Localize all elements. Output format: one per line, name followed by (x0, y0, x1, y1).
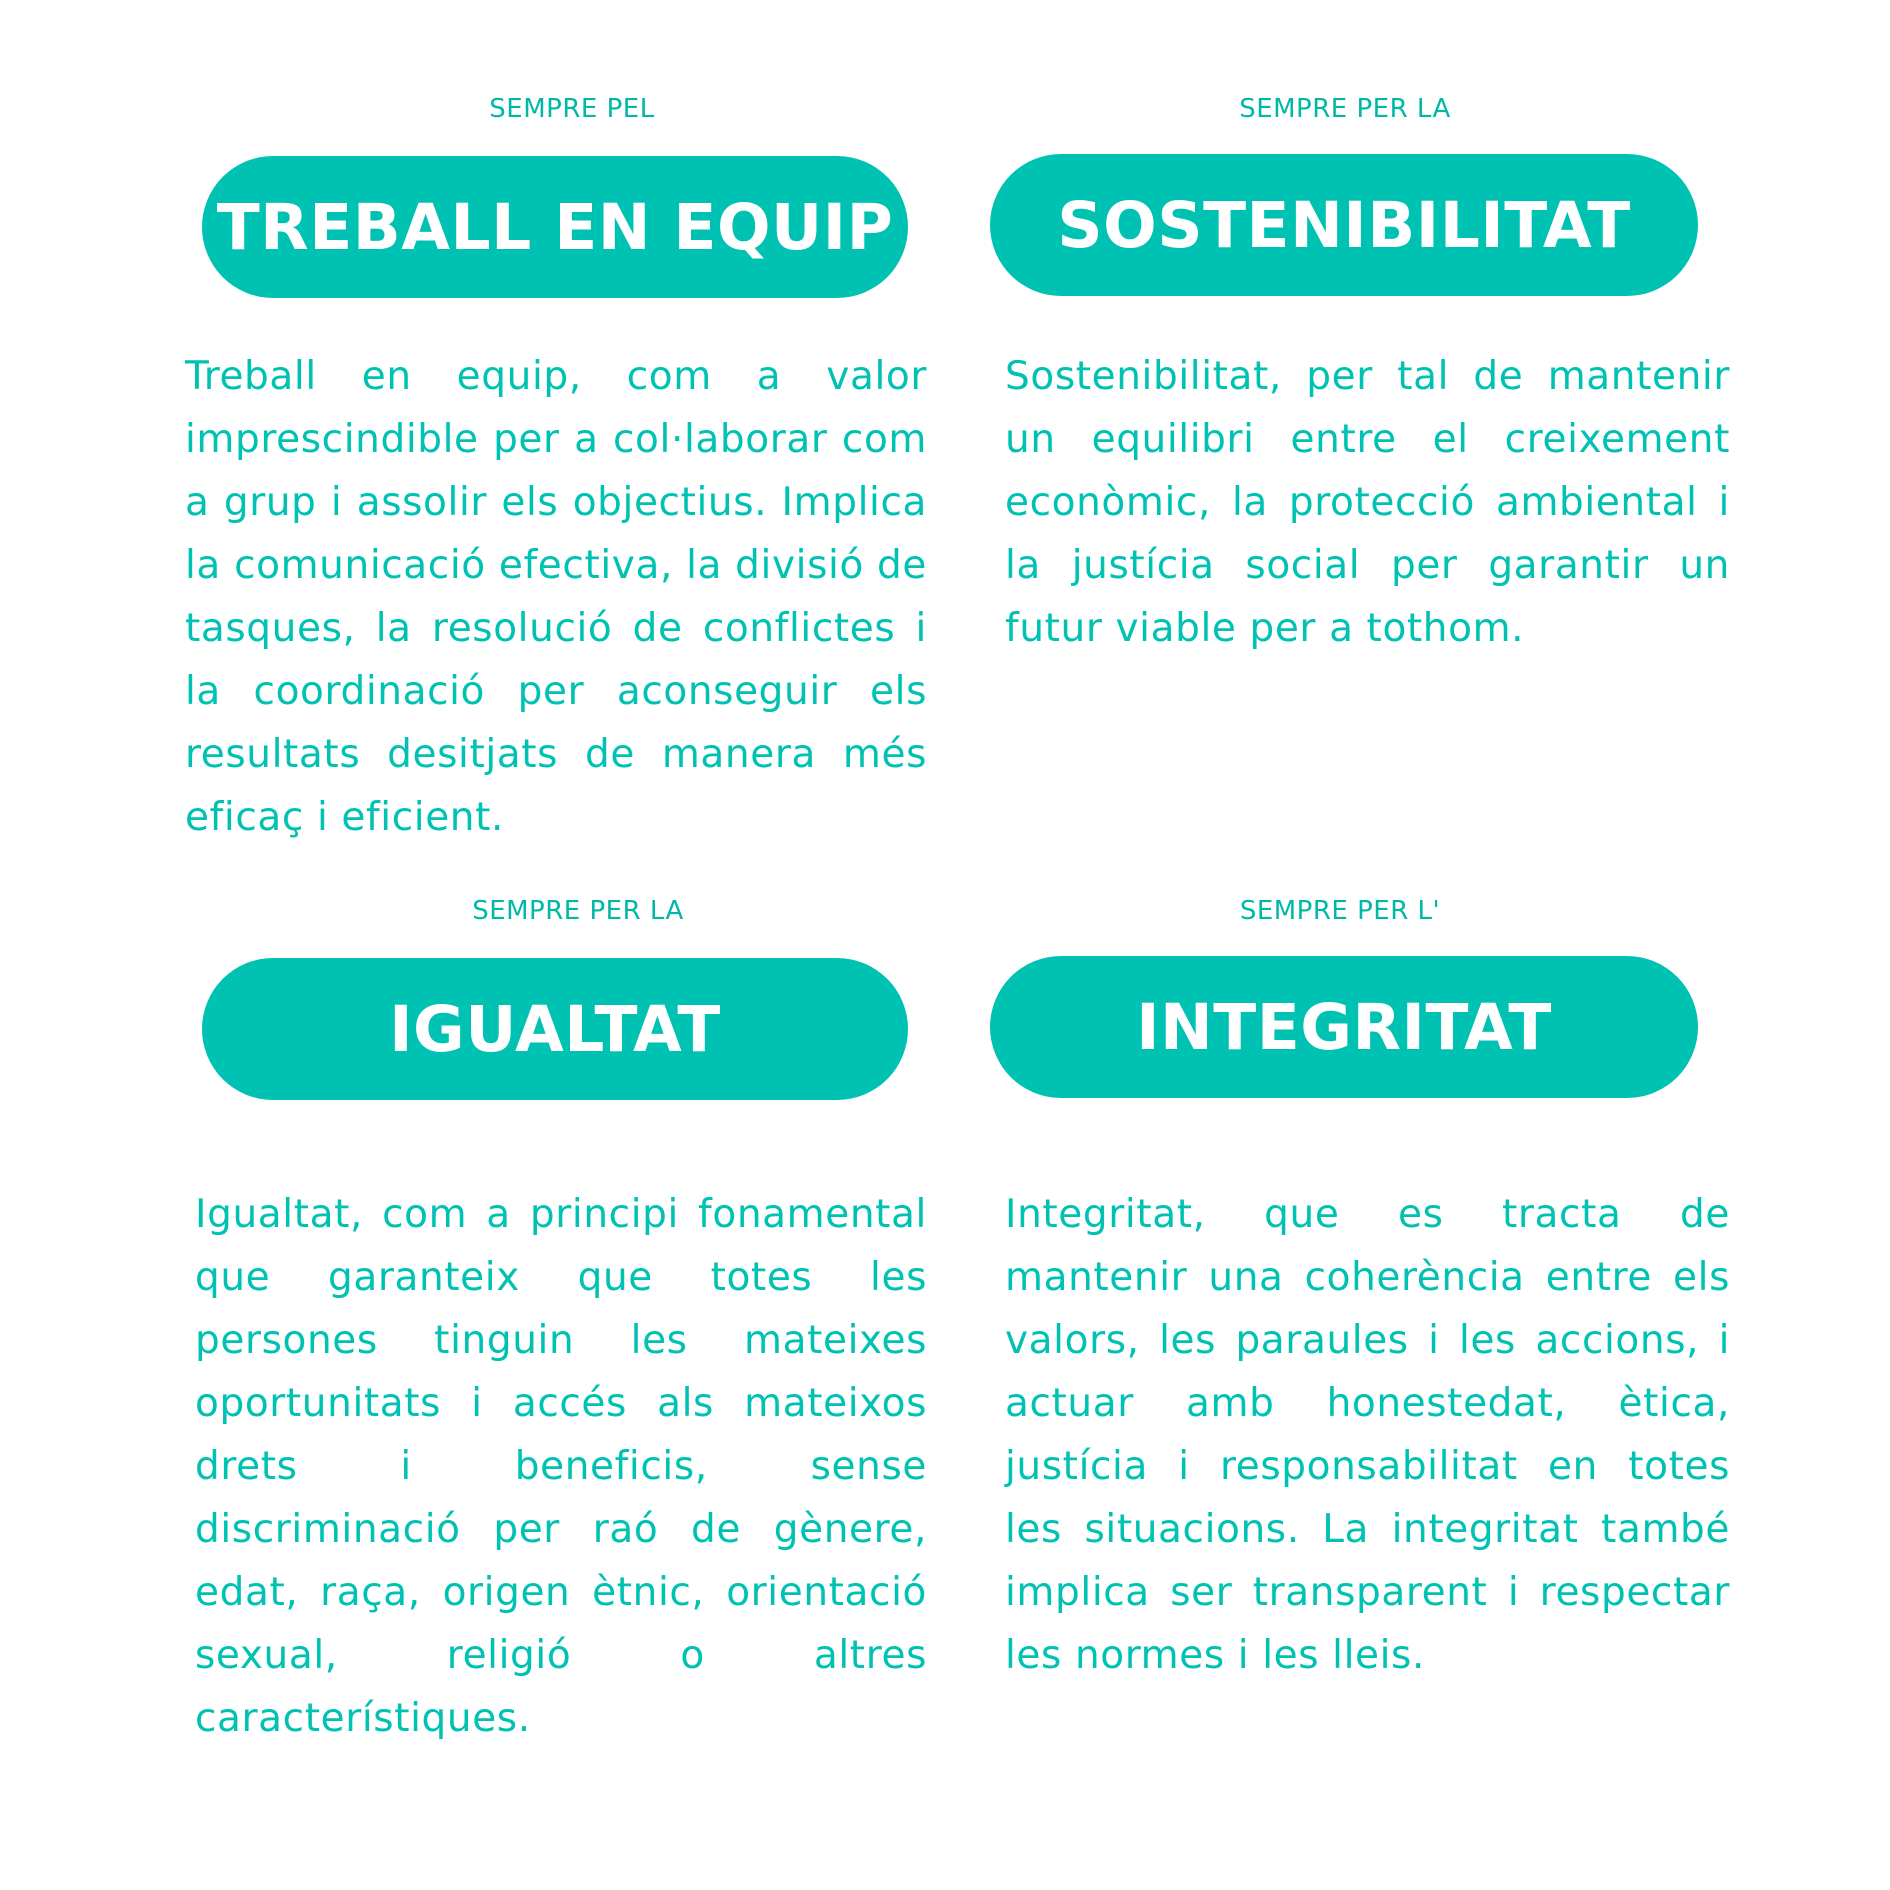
card-title-pill (990, 956, 1698, 1098)
card-title: IGUALTAT (389, 992, 721, 1066)
card-eyebrow: SEMPRE PER LA (1239, 94, 1451, 124)
card-description: Sostenibilitat, per tal de mantenir un equilibri entre el creixement econòmic, la protecció ambiental i la justícia social per garantir un futur viable per a tothom. (1005, 354, 1730, 651)
card-description: Treball en equip, com a valor imprescindible per a col·laborar com a grup i assolir els objectius. Implica la comunicació efectiva, la divisió de tasques, la resolució de conflictes i la coordinació per aconseguir els resultats desitjats de manera més eficaç i eficient. (185, 354, 927, 840)
card-description: Igualtat, com a principi fonamental que garanteix que totes les persones tinguin les mateixes oportunitats i accés als mateixos drets i beneficis, sense discriminació per raó de gènere, edat, raça, origen ètnic, orientació sexual, religió o altres característiques. (195, 1192, 927, 1741)
card-title-pill (990, 154, 1698, 296)
card-title-pill (202, 156, 908, 298)
card-title: SOSTENIBILITAT (1057, 188, 1631, 262)
card-eyebrow: SEMPRE PER L' (1239, 896, 1441, 926)
card-eyebrow: SEMPRE PEL (489, 94, 655, 124)
card-description: Integritat, que es tracta de mantenir una coherència entre els valors, les paraules i les accions, i actuar amb honestedat, ètica, justícia i responsabilitat en totes les situacions. La integritat també implica ser transparent i respectar les normes i les lleis. (1005, 1192, 1730, 1678)
card-title: INTEGRITAT (1136, 990, 1552, 1064)
card-title: TREBALL EN EQUIP (216, 190, 894, 264)
card-eyebrow: SEMPRE PER LA (472, 896, 684, 926)
card-title-pill (202, 958, 908, 1100)
